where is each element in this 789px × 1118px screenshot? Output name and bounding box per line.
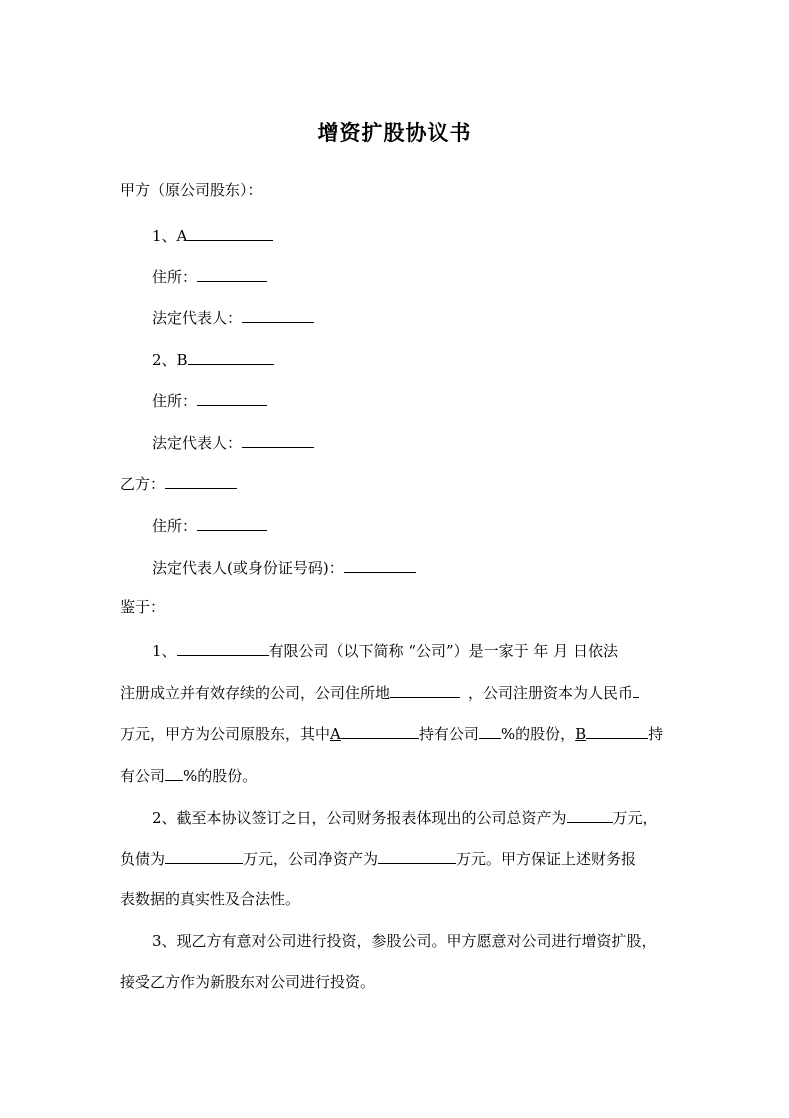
whereas-p1-line4 xyxy=(120,764,257,784)
representative-blank xyxy=(344,556,416,573)
address-blank xyxy=(197,389,267,406)
text: 1、 xyxy=(152,642,177,660)
shareholder-a-blank xyxy=(341,722,419,739)
party-a-item-1 xyxy=(152,224,273,244)
whereas-p2-line3: 表数据的真实性及合法性。 xyxy=(120,890,301,908)
representative-blank xyxy=(242,306,314,323)
party-a-item-1-representative xyxy=(152,306,314,326)
party-b-heading xyxy=(120,472,237,492)
address-label: 住所： xyxy=(152,392,198,410)
party-a-item-2-address xyxy=(152,389,267,409)
text: %的股份。 xyxy=(183,767,258,785)
share-percent-b-blank xyxy=(165,764,183,781)
representative-blank xyxy=(242,431,314,448)
party-b-blank xyxy=(165,472,237,489)
address-blank xyxy=(197,265,267,282)
text: 有公司 xyxy=(120,767,166,785)
liabilities-blank xyxy=(165,847,243,864)
party-b-address xyxy=(152,514,267,534)
representative-label: 法定代表人： xyxy=(152,434,243,452)
shareholder-b-name: B xyxy=(575,725,587,743)
party-a-item-2-blank xyxy=(188,348,274,365)
text: ，公司注册资本为人民币 xyxy=(468,684,634,702)
party-a-item-2 xyxy=(152,348,274,368)
whereas-p2-line2 xyxy=(120,847,636,867)
text: 2、截至本协议签订之日，公司财务报表体现出的公司总资产为 xyxy=(152,809,567,827)
text: 负债为 xyxy=(120,850,166,868)
net-assets-blank xyxy=(378,847,456,864)
company-address-blank xyxy=(390,681,460,698)
party-a-item-1-blank xyxy=(187,224,273,241)
whereas-p1-line3 xyxy=(120,722,663,742)
address-blank xyxy=(197,514,267,531)
text: 万元， xyxy=(612,809,658,827)
address-label: 住所： xyxy=(152,268,198,286)
party-a-heading: 甲方（原公司股东）： xyxy=(120,181,263,199)
whereas-p3-line1: 3、现乙方有意对公司进行投资，参股公司。甲方愿意对公司进行增资扩股， xyxy=(152,932,657,950)
whereas-p1-line2 xyxy=(120,681,639,701)
text: %的股份， xyxy=(500,725,576,743)
text: 持 xyxy=(648,725,664,743)
shareholder-b-blank xyxy=(586,722,648,739)
text: 万元，公司净资产为 xyxy=(243,850,379,868)
party-a-item-2-representative xyxy=(152,431,314,451)
whereas-heading: 鉴于： xyxy=(120,598,166,616)
total-assets-blank xyxy=(567,806,613,823)
representative-label: 法定代表人(或身份证号码)： xyxy=(152,559,344,577)
document-title: 增资扩股协议书 xyxy=(317,120,472,145)
address-label: 住所： xyxy=(152,517,198,535)
text: 注册成立并有效存续的公司，公司住所地 xyxy=(120,684,391,702)
share-percent-a-blank xyxy=(479,722,501,739)
text: 有限公司（以下简称 “公司”）是一家于 年 月 日依法 xyxy=(268,642,618,660)
party-b-label: 乙方： xyxy=(120,475,166,493)
whereas-p1-line1 xyxy=(152,639,618,659)
text: 万元。甲方保证上述财务报 xyxy=(456,850,637,868)
whereas-p3-line2: 接受乙方作为新股东对公司进行投资。 xyxy=(120,973,376,991)
party-a-item-2-label: 2、B xyxy=(152,351,188,369)
party-a-item-1-address xyxy=(152,265,267,285)
party-a-item-1-label: 1、A xyxy=(152,227,188,245)
representative-label: 法定代表人： xyxy=(152,309,243,327)
capital-blank xyxy=(633,681,639,698)
shareholder-a-name: A xyxy=(330,725,341,743)
text: 持有公司 xyxy=(418,725,479,743)
text: 万元，甲方为公司原股东，其中 xyxy=(120,725,331,743)
party-b-representative xyxy=(152,556,416,576)
company-name-blank xyxy=(177,639,269,656)
whereas-p2-line1 xyxy=(152,806,658,826)
